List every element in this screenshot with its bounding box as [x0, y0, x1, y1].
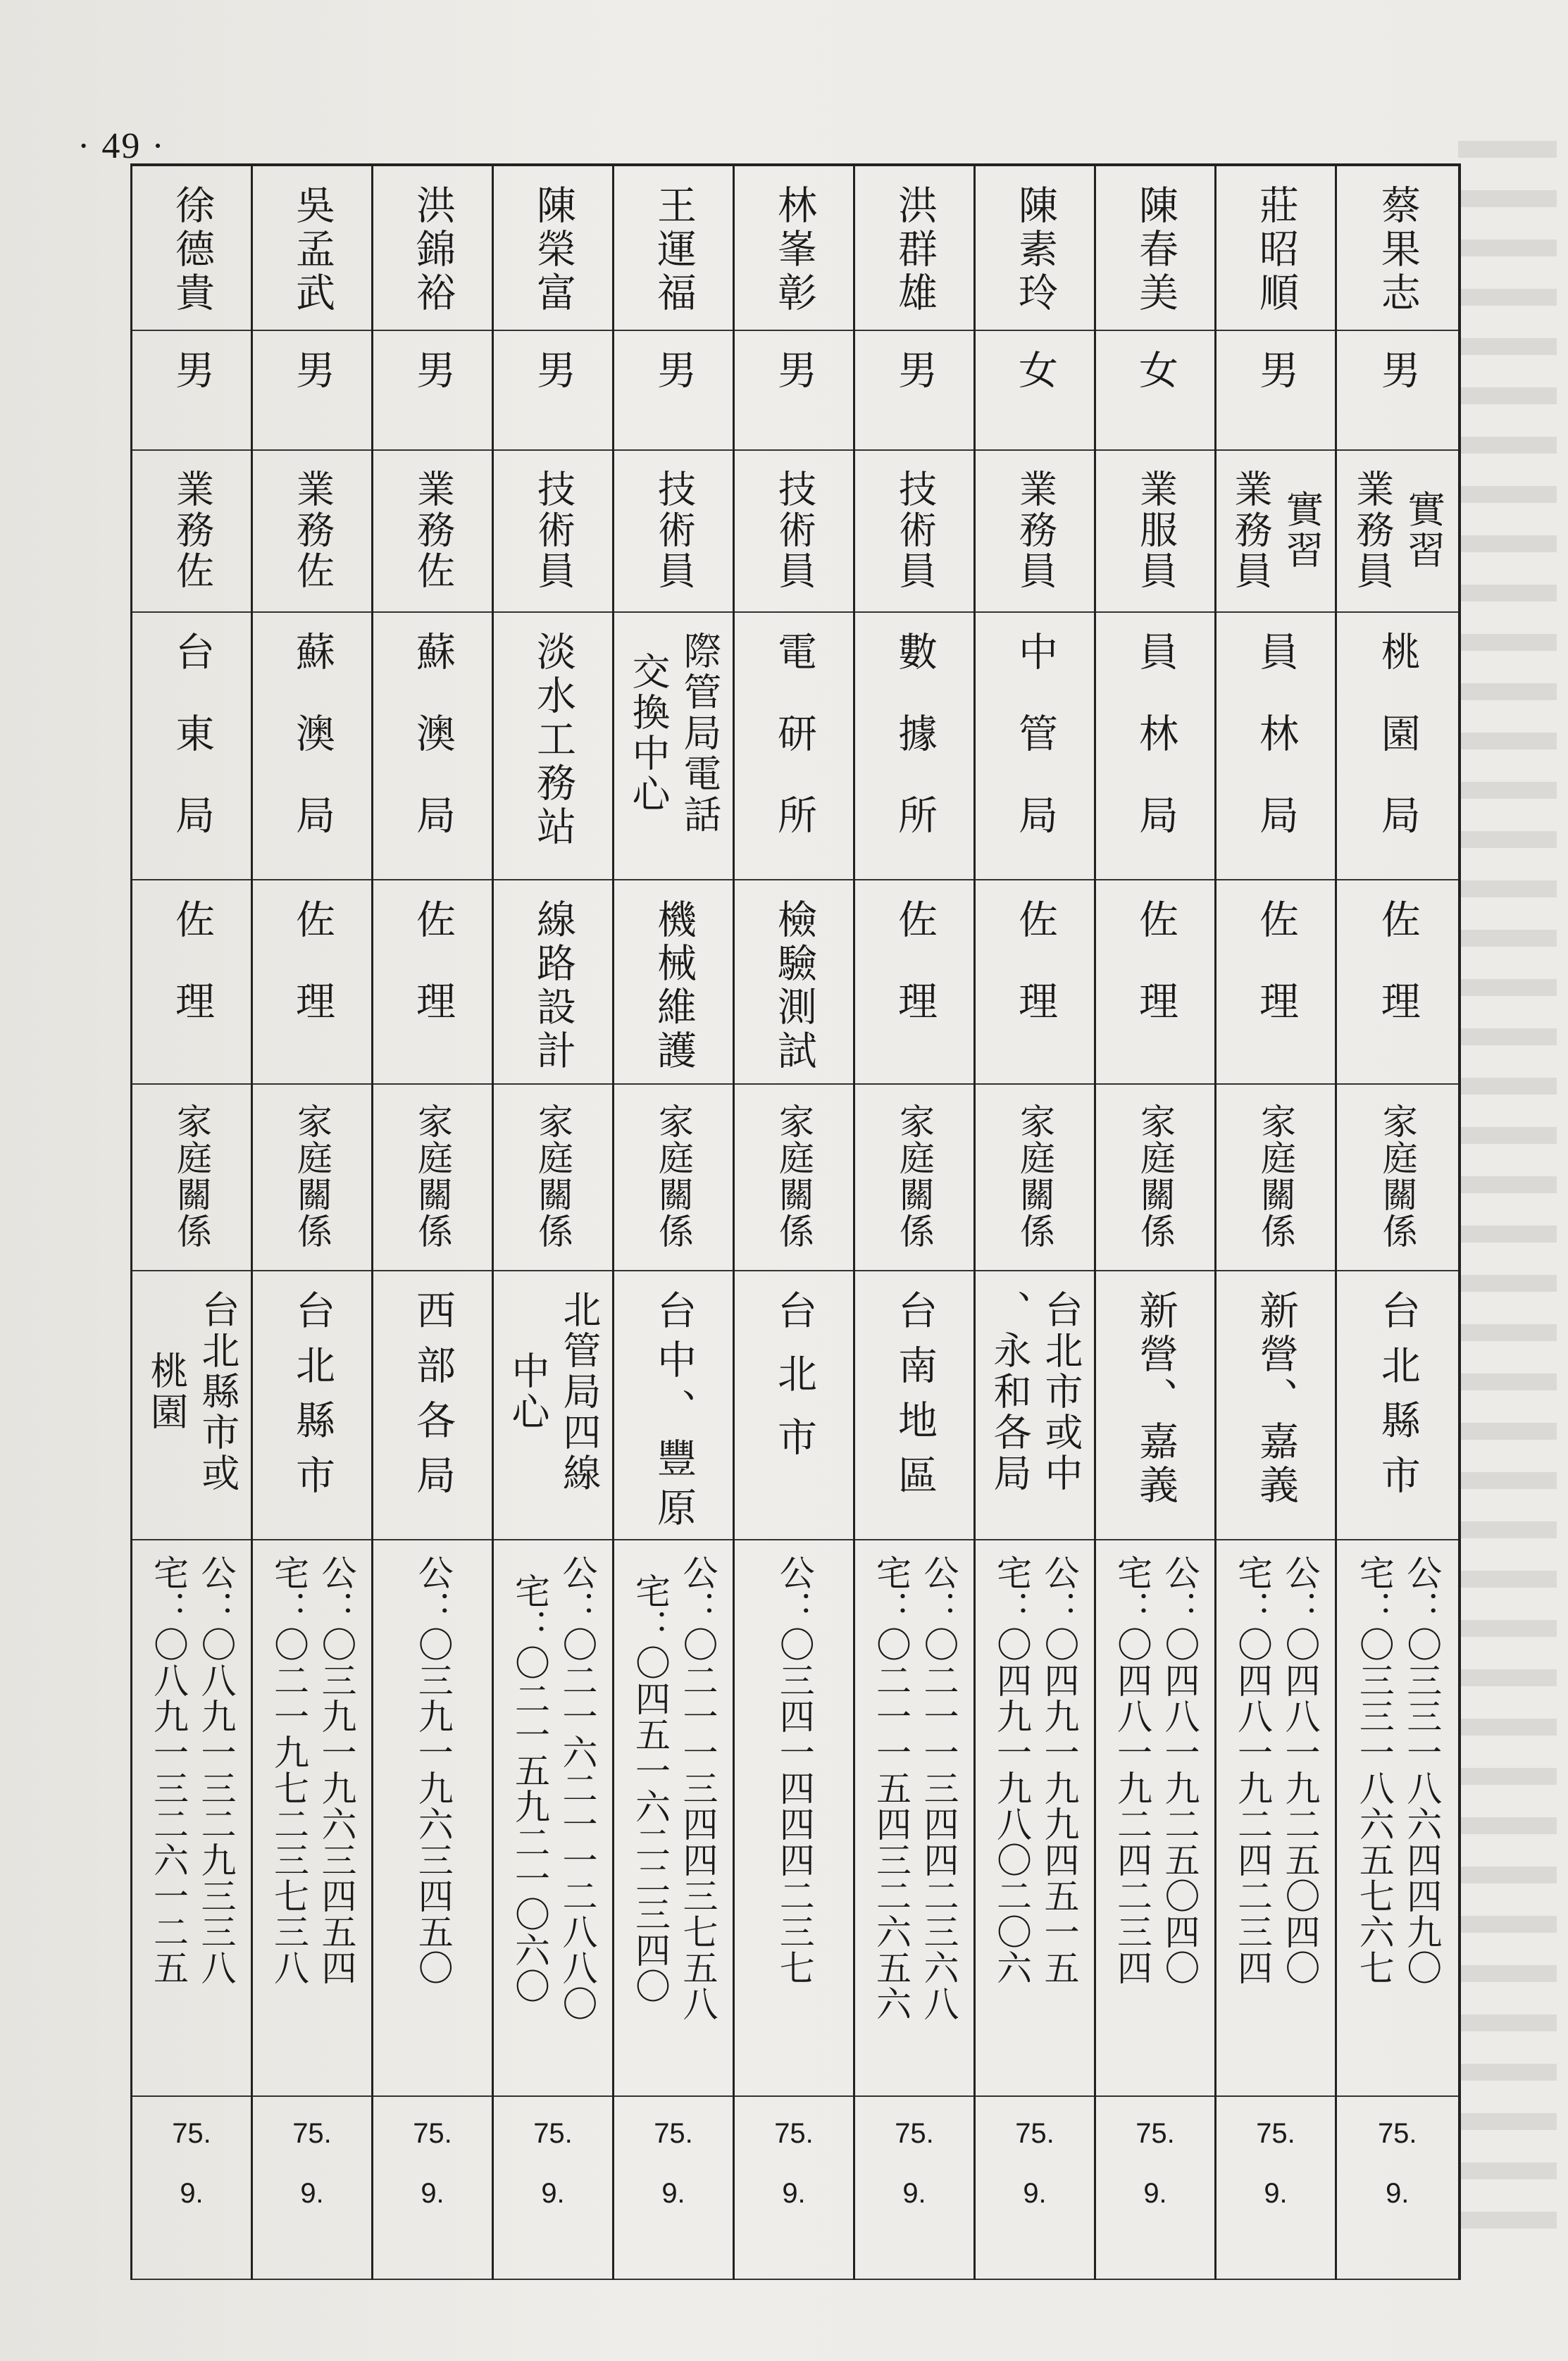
location-cell: 台北縣市或 桃園 — [132, 1271, 252, 1540]
title-cell: 技術員 — [493, 450, 614, 612]
sex-cell: 男 — [734, 330, 854, 450]
position-cell: 佐理 — [1095, 880, 1216, 1084]
phone-cell: 公：〇三九一九六三四五〇 — [373, 1540, 493, 2096]
location-cell: 台北市或中 、永和各局 — [975, 1271, 1095, 1540]
name-cell: 陳素玲 — [975, 165, 1095, 330]
unit-cell: 電研所 — [734, 612, 854, 880]
relation-cell: 家庭關係 — [1095, 1084, 1216, 1271]
relation-cell: 家庭關係 — [132, 1084, 252, 1271]
location-cell: 台北縣市 — [252, 1271, 373, 1540]
title-cell: 技術員 — [734, 450, 854, 612]
date-cell: 75. 9. — [1336, 2096, 1460, 2279]
date-cell: 75. 9. — [373, 2096, 493, 2279]
position-cell: 佐理 — [132, 880, 252, 1084]
location-cell: 台北縣市 — [1336, 1271, 1460, 1540]
title-cell: 技術員 — [614, 450, 734, 612]
relation-cell: 家庭關係 — [1216, 1084, 1336, 1271]
position-cell: 佐理 — [1336, 880, 1460, 1084]
phone-cell: 公：〇二一一三四四二三六八 宅：〇二一一五四三二六五六 — [854, 1540, 975, 2096]
title-cell: 業務佐 — [132, 450, 252, 612]
unit-cell: 蘇澳局 — [252, 612, 373, 880]
title-cell: 業務員 — [975, 450, 1095, 612]
phone-cell: 公：〇三四一四四四二三七 — [734, 1540, 854, 2096]
sex-cell: 男 — [493, 330, 614, 450]
name-cell: 吳孟武 — [252, 165, 373, 330]
relation-cell: 家庭關係 — [614, 1084, 734, 1271]
date-cell: 75. 9. — [734, 2096, 854, 2279]
unit-cell: 中管局 — [975, 612, 1095, 880]
unit-row — [132, 612, 1460, 880]
date-row — [132, 2096, 1460, 2279]
personnel-table — [130, 163, 1461, 2280]
name-cell: 莊昭順 — [1216, 165, 1336, 330]
phone-cell: 公：〇三三一八六四四九〇 宅：〇三三一八六五七六七 — [1336, 1540, 1460, 2096]
title-cell: 實習 業務員 — [1336, 450, 1460, 612]
title-cell: 技術員 — [854, 450, 975, 612]
date-cell: 75. 9. — [854, 2096, 975, 2279]
name-cell: 林峯彰 — [734, 165, 854, 330]
position-cell: 佐理 — [854, 880, 975, 1084]
position-cell: 線路設計 — [493, 880, 614, 1084]
unit-cell: 台東局 — [132, 612, 252, 880]
phone-cell: 公：〇八九一三二九三三八 宅：〇八九一三二六一二五 — [132, 1540, 252, 2096]
date-cell: 75. 9. — [1216, 2096, 1336, 2279]
position-cell: 佐理 — [975, 880, 1095, 1084]
location-cell: 新營、嘉義 — [1216, 1271, 1336, 1540]
position-cell: 機械維護 — [614, 880, 734, 1084]
date-cell: 75. 9. — [1095, 2096, 1216, 2279]
sex-cell: 女 — [975, 330, 1095, 450]
page-number: · 49 · — [77, 126, 166, 166]
phone-cell: 公：〇二一六二一一二八八〇 宅：〇二一五九二一〇六〇 — [493, 1540, 614, 2096]
location-row — [132, 1271, 1460, 1540]
phone-cell: 公：〇四九一九九四五一五 宅：〇四九一九八〇二〇六 — [975, 1540, 1095, 2096]
relation-cell: 家庭關係 — [252, 1084, 373, 1271]
sex-cell: 男 — [252, 330, 373, 450]
relation-cell: 家庭關係 — [975, 1084, 1095, 1271]
name-cell: 蔡果志 — [1336, 165, 1460, 330]
date-cell: 75. 9. — [252, 2096, 373, 2279]
sex-cell: 男 — [854, 330, 975, 450]
phone-cell: 公：〇四八一九二五〇四〇 宅：〇四八一九二四二三四 — [1095, 1540, 1216, 2096]
date-cell: 75. 9. — [975, 2096, 1095, 2279]
relation-cell: 家庭關係 — [493, 1084, 614, 1271]
location-cell: 西部各局 — [373, 1271, 493, 1540]
unit-cell: 淡水工務站 — [493, 612, 614, 880]
name-cell: 洪錦裕 — [373, 165, 493, 330]
position-cell: 佐理 — [373, 880, 493, 1084]
location-cell: 北管局四線 中心 — [493, 1271, 614, 1540]
unit-cell: 員林局 — [1216, 612, 1336, 880]
relation-cell: 家庭關係 — [1336, 1084, 1460, 1271]
date-cell: 75. 9. — [132, 2096, 252, 2279]
sex-row — [132, 330, 1460, 450]
relation-row — [132, 1084, 1460, 1271]
sex-cell: 女 — [1095, 330, 1216, 450]
relation-cell: 家庭關係 — [373, 1084, 493, 1271]
relation-cell: 家庭關係 — [854, 1084, 975, 1271]
show-through-text — [1458, 141, 1557, 2254]
date-cell: 75. 9. — [614, 2096, 734, 2279]
date-cell: 75. 9. — [493, 2096, 614, 2279]
title-cell: 業務佐 — [252, 450, 373, 612]
unit-cell: 蘇澳局 — [373, 612, 493, 880]
unit-cell: 桃園局 — [1336, 612, 1460, 880]
name-cell: 陳榮富 — [493, 165, 614, 330]
name-cell: 徐德貴 — [132, 165, 252, 330]
name-cell: 王運福 — [614, 165, 734, 330]
unit-cell: 際管局電話 交換中心 — [614, 612, 734, 880]
unit-cell: 員林局 — [1095, 612, 1216, 880]
name-cell: 洪群雄 — [854, 165, 975, 330]
sex-cell: 男 — [132, 330, 252, 450]
sex-cell: 男 — [614, 330, 734, 450]
phone-cell: 公：〇四八一九二五〇四〇 宅：〇四八一九二四二三四 — [1216, 1540, 1336, 2096]
title-row — [132, 450, 1460, 612]
name-row — [132, 165, 1460, 330]
title-cell: 實習 業務員 — [1216, 450, 1336, 612]
position-row — [132, 880, 1460, 1084]
relation-cell: 家庭關係 — [734, 1084, 854, 1271]
unit-cell: 數據所 — [854, 612, 975, 880]
sex-cell: 男 — [373, 330, 493, 450]
position-cell: 佐理 — [252, 880, 373, 1084]
sex-cell: 男 — [1216, 330, 1336, 450]
title-cell: 業務佐 — [373, 450, 493, 612]
location-cell: 台中、豐原 — [614, 1271, 734, 1540]
location-cell: 新營、嘉義 — [1095, 1271, 1216, 1540]
sex-cell: 男 — [1336, 330, 1460, 450]
location-cell: 台南地區 — [854, 1271, 975, 1540]
phone-row — [132, 1540, 1460, 2096]
position-cell: 佐理 — [1216, 880, 1336, 1084]
phone-cell: 公：〇二一一三四四三七五八 宅：〇四五一六二二三四〇 — [614, 1540, 734, 2096]
location-cell: 台北市 — [734, 1271, 854, 1540]
name-cell: 陳春美 — [1095, 165, 1216, 330]
phone-cell: 公：〇三九一九六三四五四 宅：〇二一九七二三七三八 — [252, 1540, 373, 2096]
position-cell: 檢驗測試 — [734, 880, 854, 1084]
title-cell: 業服員 — [1095, 450, 1216, 612]
